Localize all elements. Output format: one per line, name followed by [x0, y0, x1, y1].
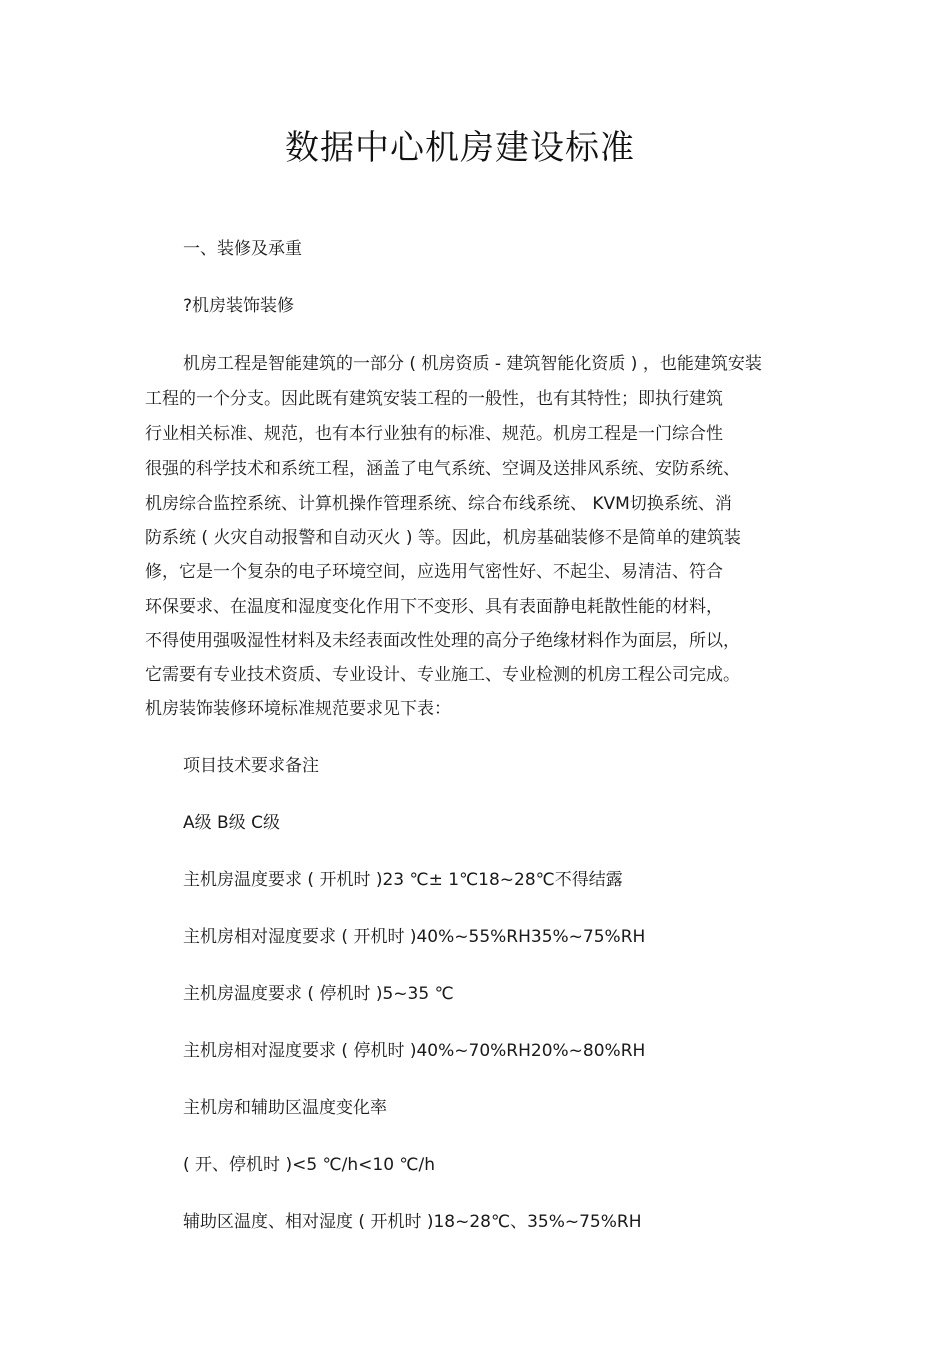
table-line: 主机房温度要求 ( 停机时 )5~35 ℃: [183, 984, 454, 1004]
paragraph-line: 行业相关标准、规范，也有本行业独有的标准、规范。机房工程是一门综合性: [145, 424, 723, 444]
paragraph-line: 机房综合监控系统、计算机操作管理系统、综合布线系统、 KVM切换系统、消: [145, 494, 732, 514]
table-line: 项目技术要求备注: [183, 756, 319, 776]
table-line: A级 B级 C级: [183, 813, 280, 833]
paragraph-line: 它需要有专业技术资质、专业设计、专业施工、专业检测的机房工程公司完成。: [145, 665, 740, 685]
paragraph-line: 防系统 ( 火灾自动报警和自动灭火 ) 等。因此，机房基础装修不是简单的建筑装: [145, 528, 741, 548]
paragraph-line: 工程的一个分支。因此既有建筑安装工程的一般性，也有其特性；即执行建筑: [145, 389, 723, 409]
paragraph-line: 环保要求、在温度和湿度变化作用下不变形、具有表面静电耗散性能的材料，: [145, 597, 723, 617]
subheading: ?机房装饰装修: [183, 296, 295, 316]
table-line: ( 开、停机时 )<5 ℃/h<10 ℃/h: [183, 1155, 436, 1175]
table-line: 主机房温度要求 ( 开机时 )23 ℃± 1℃18~28℃不得结露: [183, 870, 623, 890]
section-heading: 一、装修及承重: [183, 239, 302, 259]
paragraph-line: 很强的科学技术和系统工程，涵盖了电气系统、空调及送排风系统、安防系统、: [145, 459, 740, 479]
paragraph-line: 机房工程是智能建筑的一部分 ( 机房资质 - 建筑智能化资质 ) ，也能建筑安装: [183, 354, 762, 374]
table-line: 主机房和辅助区温度变化率: [183, 1098, 387, 1118]
document-title: 数据中心机房建设标准: [285, 128, 635, 168]
table-line: 主机房相对湿度要求 ( 停机时 )40%~70%RH20%~80%RH: [183, 1041, 646, 1061]
paragraph-line: 不得使用强吸湿性材料及未经表面改性处理的高分子绝缘材料作为面层，所以，: [145, 631, 740, 651]
table-line: 辅助区温度、相对湿度 ( 开机时 )18~28℃、35%~75%RH: [183, 1212, 642, 1232]
table-line: 主机房相对湿度要求 ( 开机时 )40%~55%RH35%~75%RH: [183, 927, 646, 947]
paragraph-line: 修，它是一个复杂的电子环境空间，应选用气密性好、不起尘、易清洁、符合: [145, 562, 723, 582]
paragraph-line: 机房装饰装修环境标准规范要求见下表：: [145, 699, 451, 719]
